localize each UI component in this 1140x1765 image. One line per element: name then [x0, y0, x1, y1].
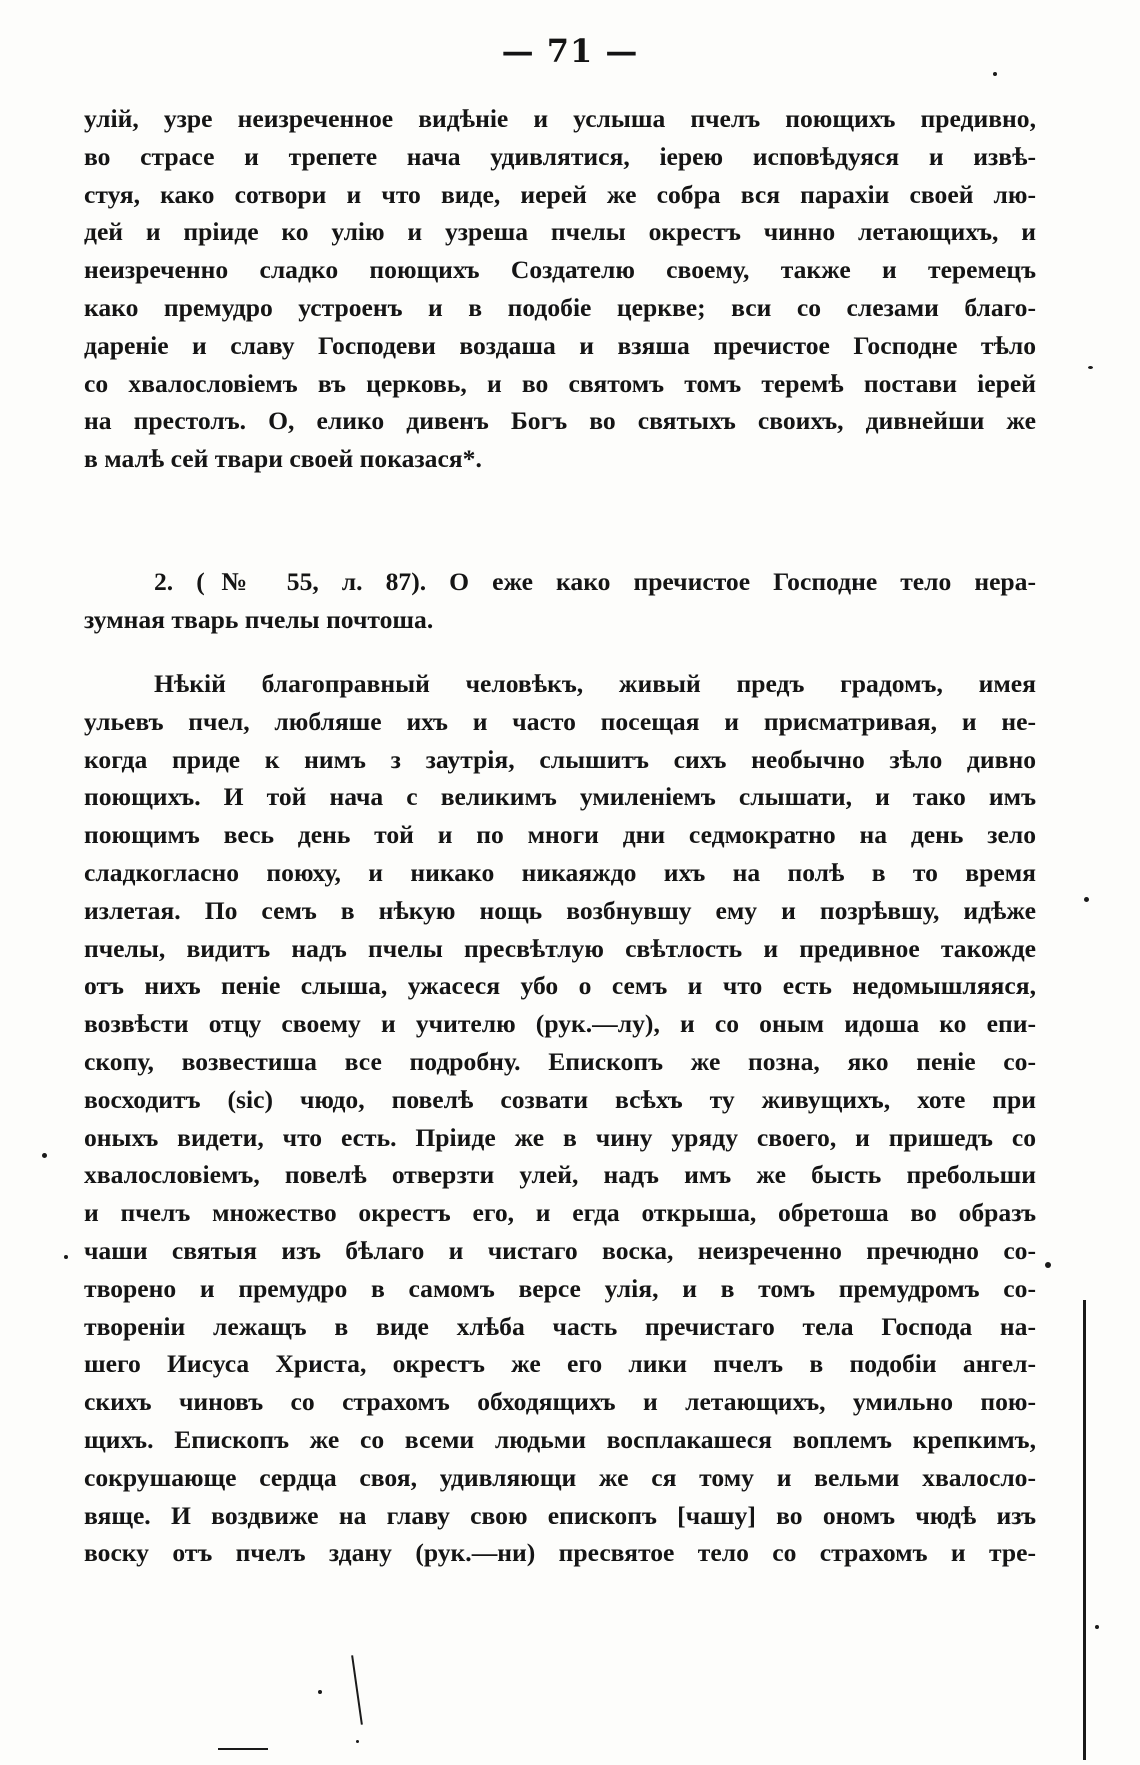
text-line: щихъ. Епископъ же со всеми людьми восплакашеся воплемъ крепкимъ,: [84, 1424, 1036, 1454]
text-line: и пчелъ множество окрестъ его, и егда открыша, обретоша во образъ: [84, 1198, 1036, 1228]
text-line: неизреченно сладко поющихъ Создателю своему, также и теремецъ: [84, 255, 1036, 285]
text-line: со хвалословіемъ въ церковь, и во святомъ томъ теремѣ постави іерей: [84, 368, 1036, 398]
text-line: возвѣсти отцу своему и учителю (рук.—лу), и со оным идоша ко епи-: [84, 1009, 1036, 1039]
page-number: — 71 —: [501, 32, 639, 70]
text-line: излетая. По семъ в нѣкую нощь возбнувшу ему и позрѣвшу, идѣже: [84, 895, 1036, 925]
text-line: на престолъ. О, елико дивенъ Богъ во святыхъ своихъ, дивнейши же: [84, 406, 1036, 436]
text-line: пчелы, видитъ надъ пчелы пресвѣтлую свѣтлость и предивное такожде: [84, 933, 1036, 963]
text-line: Нѣкій благоправный человѣкъ, живый предъ градомъ, имея: [154, 669, 1036, 698]
text-line: улій, узре неизреченное видѣніе и услыша пчелъ поющихъ предивно,: [84, 104, 1036, 133]
text-line: сокрушающе сердца своя, удивляющи же ся тому и вельми хвалосло-: [84, 1462, 1036, 1492]
text-line: како премудро устроенъ и в подобіе церкве; вси со слезами благо-: [84, 292, 1036, 322]
scan-speck: [356, 1740, 359, 1743]
text-line: дареніе и славу Господеви воздаша и взяша пречистое Господне тѣло: [84, 330, 1036, 360]
text-line: сладкогласно поюху, и никако никаяждо ихъ на полѣ в то время: [84, 857, 1036, 887]
text-line: зумная тварь пчелы почтоша.: [84, 604, 434, 634]
text-line: дей и пріиде ко улію и узреша пчелы окрестъ чинно летающихъ, и: [84, 217, 1036, 247]
text-line: чаши святыя изъ бѣлаго и чистаго воска, неизреченно пречюдно со-: [84, 1235, 1036, 1265]
text-line: стуя, како сотвори и что виде, иерей же собра вся парахіи своей лю-: [84, 179, 1036, 209]
scan-speck: [993, 72, 997, 76]
scan-speck: [318, 1690, 322, 1694]
scan-speck: [1088, 366, 1093, 369]
section-heading: [84, 563, 1036, 639]
text-line: хвалословіемъ, повелѣ отверзти улей, надъ имъ же бысть пребольши: [84, 1160, 1036, 1190]
scan-speck: [1084, 897, 1089, 902]
text-line: оныхъ видети, что есть. Пріиде же в чину уряду своего, и пришедъ со: [84, 1122, 1036, 1152]
text-line: ульевъ пчел, любляше ихъ и часто посещая и присматривая, и не-: [84, 706, 1036, 736]
text-line: шего Иисуса Христа, окрестъ же его лики пчелъ в подобіи ангел-: [84, 1349, 1036, 1379]
text-line: скихъ чиновъ со страхомъ обходящихъ и летающихъ, умильно пою-: [84, 1387, 1036, 1417]
scan-margin-line: [1083, 1300, 1086, 1760]
scan-stroke: [218, 1748, 268, 1750]
text-line: вяще. И воздвиже на главу свою епископъ [чашу] во ономъ чюдѣ изъ: [84, 1500, 1036, 1530]
scan-speck: [1045, 1262, 1051, 1268]
scan-speck: [42, 1153, 47, 1158]
text-line: отъ нихъ пеніе слыша, ужасеся убо о семъ и что есть недомышляяся,: [84, 971, 1036, 1001]
text-line: 2. (№ 55, л. 87). О еже како пречистое Господне тело нера-: [154, 567, 1036, 596]
text-line: скопу, возвестиша все подробну. Епископъ же позна, яко пеніе со-: [84, 1046, 1036, 1076]
text-line: воску отъ пчелъ здану (рук.—ни) пресвятое тело со страхомъ и тре-: [84, 1538, 1036, 1568]
text-line: во страсе и трепете нача удивлятися, іерею исповѣдуяся и извѣ-: [84, 141, 1036, 171]
text-line: когда приде к нимъ з заутрія, слышитъ сихъ необычно зѣло дивно: [84, 744, 1036, 774]
scan-stroke: [351, 1655, 363, 1725]
text-line: поющимъ весь день той и по многи дни седмократно на день зело: [84, 820, 1036, 850]
text-line: твореніи лежащъ в виде хлѣба часть пречистаго тела Господа на-: [84, 1311, 1036, 1341]
scan-speck: [64, 1255, 68, 1259]
text-line: поющихъ. И той нача с великимъ умиленіемъ слышати, и тако имъ: [84, 782, 1036, 812]
scan-speck: [1095, 1625, 1099, 1629]
paragraph-main: [84, 665, 1036, 1572]
text-line: восходитъ (sic) чюдо, повелѣ созвати всѣхъ ту живущихъ, хоте при: [84, 1084, 1036, 1114]
paragraph-continuation: [84, 100, 1036, 478]
text-line: творено и премудро в самомъ версе улія, и в томъ премудромъ со-: [84, 1273, 1036, 1303]
text-line: в малѣ сей твари своей показася*.: [84, 444, 482, 474]
